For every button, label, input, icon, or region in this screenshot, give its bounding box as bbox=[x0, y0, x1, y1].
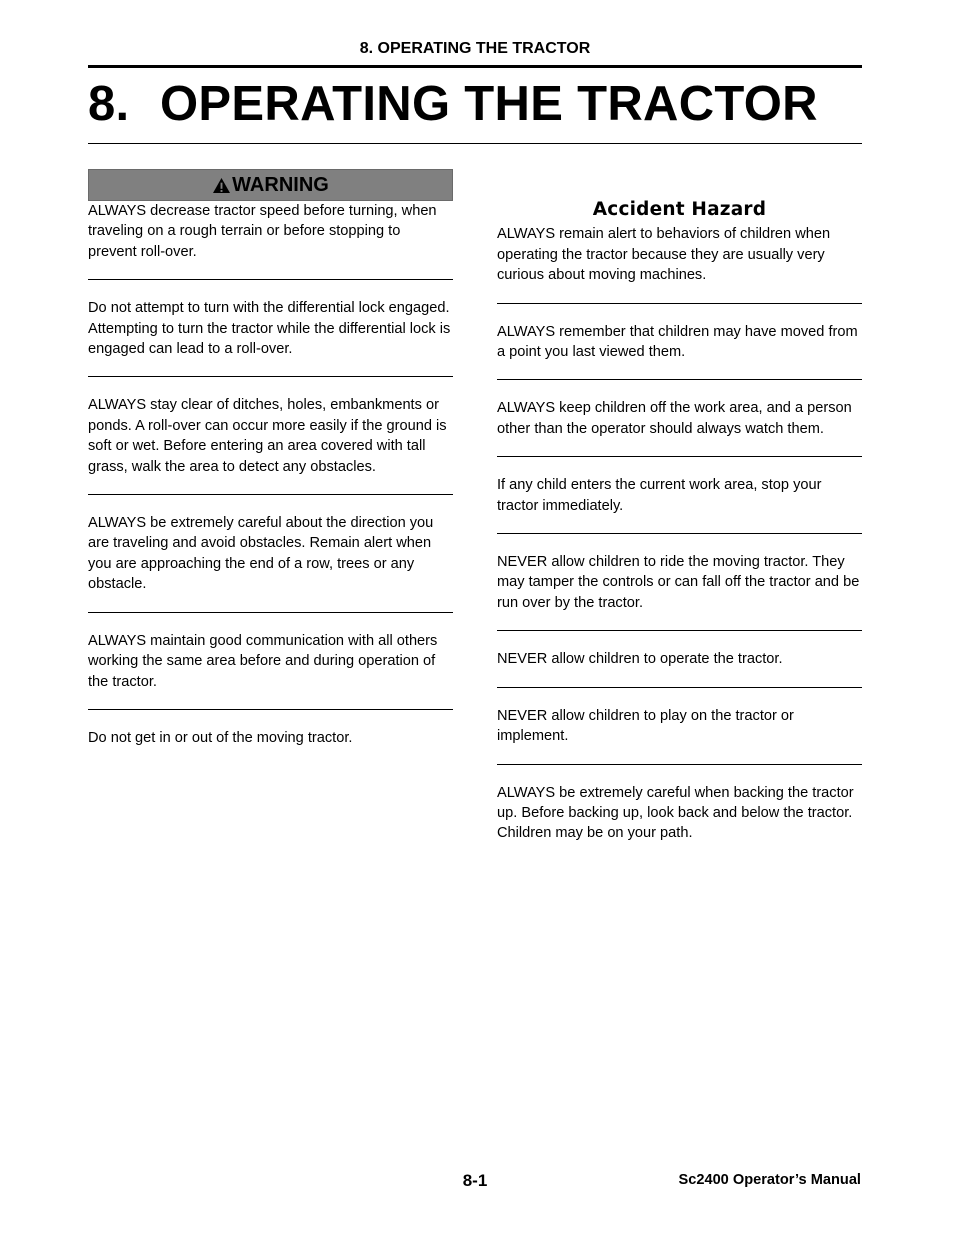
warning-item-text: ALWAYS be extremely careful about the direction you are traveling and avoid obstacles. Remain alert when you are approaching the end of a row, trees or any obstacle. bbox=[88, 515, 434, 593]
hazard-item-text: If any child enters the current work area, stop your tractor immediately. bbox=[497, 477, 822, 514]
item-separator bbox=[88, 279, 453, 280]
running-header: 8. OPERATING THE TRACTOR bbox=[359, 40, 591, 57]
hazard-item-text: ALWAYS remain alert to behaviors of children when operating the tractor because they are usually very curious about moving machines. bbox=[497, 226, 831, 284]
hazard-item-text: ALWAYS remember that children may have moved from a point you last viewed them. bbox=[497, 323, 858, 361]
chapter-title bbox=[88, 76, 818, 132]
item-separator bbox=[88, 612, 453, 613]
item-separator bbox=[88, 376, 453, 377]
hazard-item bbox=[497, 706, 862, 747]
hazard-item bbox=[497, 475, 862, 516]
item-separator bbox=[88, 709, 453, 710]
hazard-item bbox=[497, 398, 862, 439]
accident-hazard-column bbox=[497, 200, 862, 844]
chapter-number: 8. bbox=[88, 77, 130, 131]
warning-item bbox=[88, 298, 453, 359]
item-separator bbox=[497, 379, 862, 380]
hazard-item-text: ALWAYS be extremely careful when backing the tractor up. Before backing up, look back and below the tractor. Children may be on your path. bbox=[497, 784, 854, 842]
warning-item bbox=[88, 631, 453, 692]
hazard-item bbox=[497, 783, 862, 844]
warning-item bbox=[88, 513, 453, 595]
warning-banner bbox=[88, 169, 453, 201]
hazard-item-text: NEVER allow children to play on the tractor or implement. bbox=[497, 707, 794, 745]
warning-item-text: ALWAYS stay clear of ditches, holes, embankments or ponds. A roll-over can occur more easily if the ground is soft or wet. Before entering an area covered with tall grass, walk the area to detect any obstacles. bbox=[88, 397, 447, 475]
warning-label: WARNING bbox=[232, 173, 329, 196]
warning-triangle-icon bbox=[212, 177, 231, 194]
hazard-item bbox=[497, 649, 862, 669]
item-separator bbox=[497, 687, 862, 688]
manual-title: Sc2400 Operator’s Manual bbox=[678, 1172, 861, 1188]
warning-item-text: ALWAYS maintain good communication with all others working the same area before and during operation of the tractor. bbox=[88, 632, 438, 690]
warning-item bbox=[88, 395, 453, 477]
hazard-item-text: NEVER allow children to operate the tractor. bbox=[497, 651, 783, 668]
warning-item bbox=[88, 728, 453, 748]
page-number: 8-1 bbox=[462, 1171, 488, 1190]
hazard-item bbox=[497, 322, 862, 363]
chapter-title-text: OPERATING THE TRACTOR bbox=[160, 77, 818, 131]
warning-item bbox=[88, 201, 453, 262]
warning-item-text: ALWAYS decrease tractor speed before turning, when traveling on a rough terrain or before stopping to prevent roll-over. bbox=[88, 203, 437, 260]
item-separator bbox=[88, 494, 453, 495]
item-separator bbox=[497, 630, 862, 631]
warning-item-text: Do not get in or out of the moving tractor. bbox=[88, 729, 353, 746]
hazard-item bbox=[497, 224, 862, 285]
accident-hazard-title: Accident Hazard bbox=[592, 199, 767, 220]
title-rule bbox=[88, 143, 862, 144]
hazard-item-text: ALWAYS keep children off the work area, and a person other than the operator should always watch them. bbox=[497, 400, 852, 437]
warning-column bbox=[88, 169, 453, 748]
warning-item-text: Do not attempt to turn with the differential lock engaged. Attempting to turn the tractor while the differential lock is engaged can lead to a roll-over. bbox=[88, 300, 451, 358]
item-separator bbox=[497, 303, 862, 304]
item-separator bbox=[497, 764, 862, 765]
header-rule bbox=[88, 65, 862, 68]
hazard-item bbox=[497, 552, 862, 613]
hazard-item-text: NEVER allow children to ride the moving tractor. They may tamper the controls or can fall off the tractor and be run over by the tractor. bbox=[497, 554, 860, 611]
item-separator bbox=[497, 533, 862, 534]
item-separator bbox=[497, 456, 862, 457]
